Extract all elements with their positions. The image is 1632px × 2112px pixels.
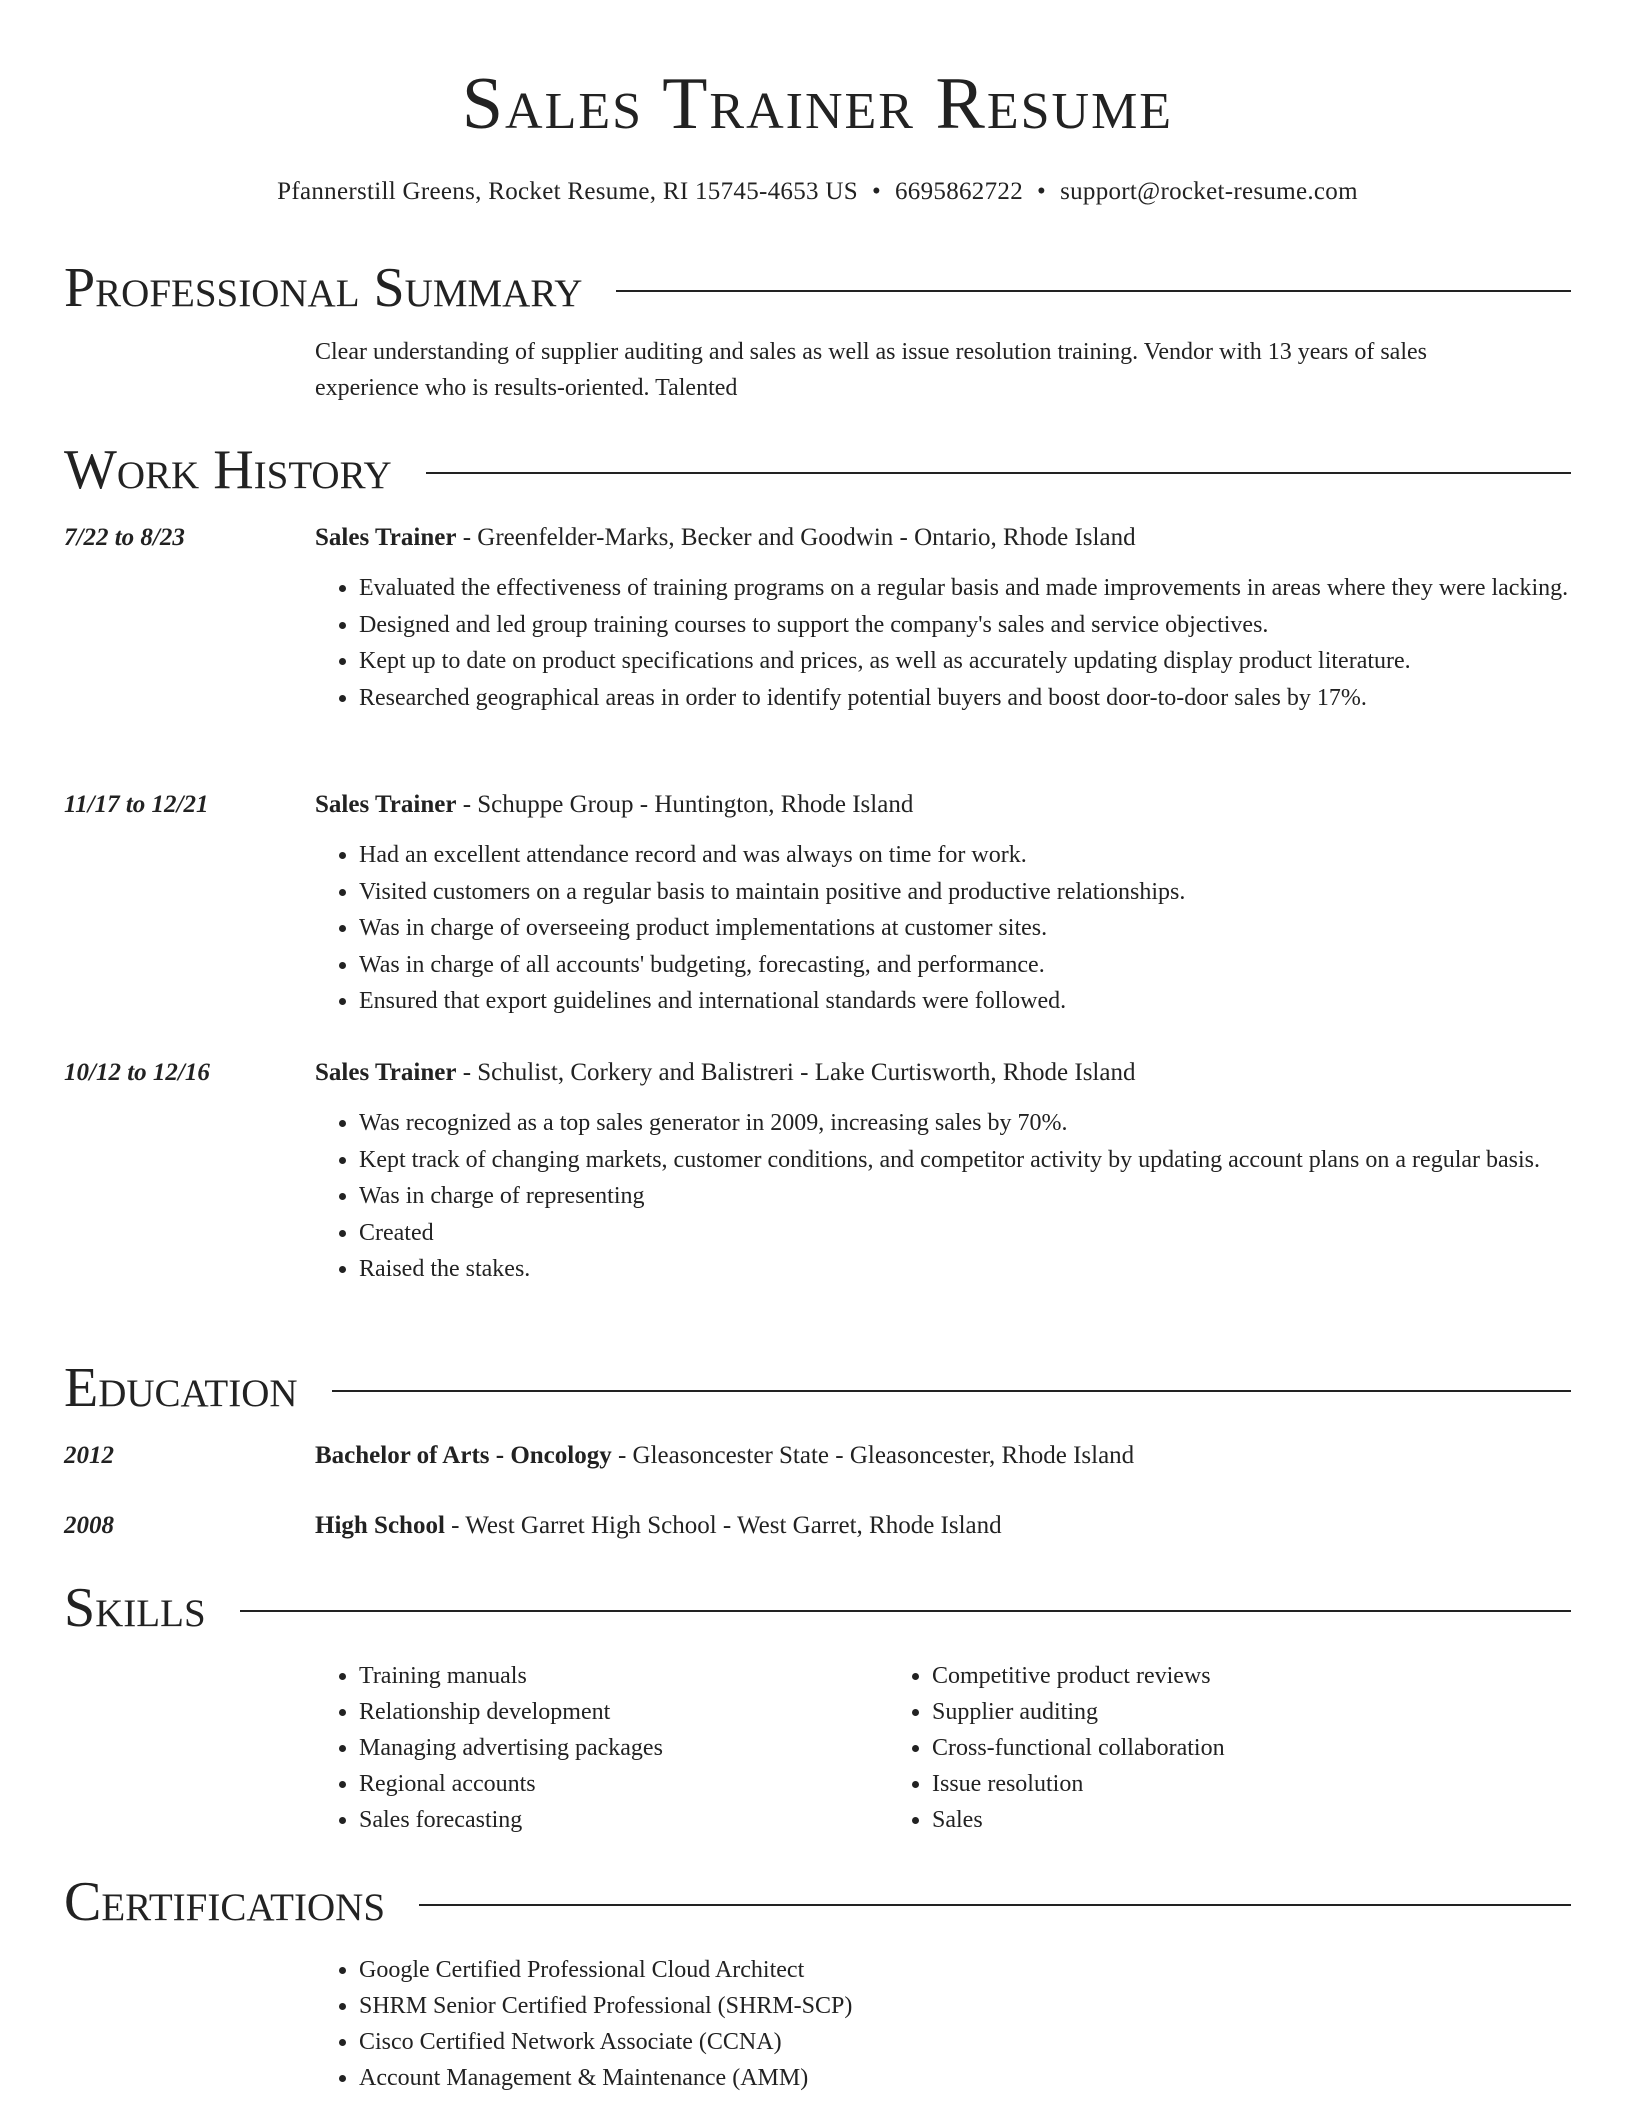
section-divider xyxy=(426,472,1571,474)
summary-section xyxy=(64,256,1571,406)
education-section xyxy=(64,1356,1571,1420)
degree: Bachelor of Arts - Oncology xyxy=(315,1442,612,1469)
list-item: • Account Management & Maintenance (AMM) xyxy=(359,2060,1571,2096)
contact-line xyxy=(64,176,1571,208)
work-history-section xyxy=(64,438,1571,502)
job-heading xyxy=(315,520,1571,556)
skills-list-left xyxy=(315,1658,888,1838)
skills-columns xyxy=(315,1658,1571,1838)
school-details: - Gleasoncester State - Gleasoncester, Rhode Island xyxy=(611,1442,1135,1469)
job-title: Sales Trainer xyxy=(315,791,457,818)
phone: 6695862722 xyxy=(895,178,1023,205)
job-heading xyxy=(315,1055,1571,1091)
list-item: • Cisco Certified Network Associate (CCNA) xyxy=(359,2024,1571,2060)
list-item: • Ensured that export guidelines and international standards were followed. xyxy=(359,983,1571,1020)
section-title: Professional Summary xyxy=(64,257,583,319)
list-item: • Evaluated the effectiveness of training programs on a regular basis and made improvements in areas where they were lacking. xyxy=(359,570,1571,607)
list-item: • Had an excellent attendance record and was always on time for work. xyxy=(359,837,1571,874)
section-header xyxy=(64,1356,1571,1420)
summary-text: Clear understanding of supplier auditing and sales as well as issue resolution training. Vendor with 13 years of sales experience who is results-oriented. Talented xyxy=(315,339,1427,401)
list-item: • Visited customers on a regular basis to maintain positive and productive relationships. xyxy=(359,874,1571,911)
section-title: Work History xyxy=(64,439,392,501)
education-year: 2012 xyxy=(64,1442,114,1469)
section-title: Certifications xyxy=(64,1871,386,1933)
job-dates: 11/17 to 12/21 xyxy=(64,791,209,818)
section-header xyxy=(64,256,1571,320)
certifications-list xyxy=(315,1952,1571,2096)
job-details: - Schuppe Group - Huntington, Rhode Island xyxy=(456,791,914,818)
resume-title: Sales Trainer Resume xyxy=(461,63,1174,145)
list-item: • Sales xyxy=(932,1802,1461,1838)
job-dates: 10/12 to 12/16 xyxy=(64,1059,210,1086)
section-divider xyxy=(332,1390,1571,1392)
job-bullets xyxy=(315,837,1571,1020)
list-item: • Was recognized as a top sales generator in 2009, increasing sales by 70%. xyxy=(359,1105,1571,1142)
list-item: • Training manuals xyxy=(359,1658,888,1694)
separator-dot: • xyxy=(1037,178,1047,205)
list-item: • Sales forecasting xyxy=(359,1802,888,1838)
job-bullets xyxy=(315,1105,1571,1288)
certifications-section xyxy=(64,1870,1571,2096)
list-item: • Issue resolution xyxy=(932,1766,1461,1802)
list-item: • Researched geographical areas in order to identify potential buyers and boost door-to-door sales by 17%. xyxy=(359,680,1571,717)
list-item: • Raised the stakes. xyxy=(359,1251,1571,1288)
job-heading xyxy=(315,787,1571,823)
job-entry xyxy=(64,787,1571,1020)
list-item: • Kept up to date on product specifications and prices, as well as accurately updating display product literature. xyxy=(359,643,1571,680)
list-item: • Kept track of changing markets, customer conditions, and competitor activity by updating account plans on a regular basis. xyxy=(359,1142,1571,1179)
job-entry xyxy=(64,520,1571,716)
section-header xyxy=(64,1870,1571,1934)
section-title: Skills xyxy=(64,1577,206,1639)
list-item: • Designed and led group training courses to support the company's sales and service objectives. xyxy=(359,607,1571,644)
job-dates: 7/22 to 8/23 xyxy=(64,524,185,551)
job-bullets xyxy=(315,570,1571,716)
list-item: • Relationship development xyxy=(359,1694,888,1730)
skills-list-right xyxy=(888,1658,1461,1838)
job-title: Sales Trainer xyxy=(315,1059,457,1086)
section-divider xyxy=(616,290,1571,292)
job-title: Sales Trainer xyxy=(315,524,457,551)
list-item: • Supplier auditing xyxy=(932,1694,1461,1730)
list-item: • Regional accounts xyxy=(359,1766,888,1802)
list-item: • SHRM Senior Certified Professional (SHRM-SCP) xyxy=(359,1988,1571,2024)
section-divider xyxy=(240,1610,1571,1612)
list-item: • Created xyxy=(359,1215,1571,1252)
job-details: - Greenfelder-Marks, Becker and Goodwin - Ontario, Rhode Island xyxy=(456,524,1136,551)
list-item: • Was in charge of representing xyxy=(359,1178,1571,1215)
separator-dot: • xyxy=(871,178,881,205)
education-entry xyxy=(64,1508,1571,1544)
education-entry xyxy=(64,1438,1571,1474)
list-item: • Google Certified Professional Cloud Architect xyxy=(359,1952,1571,1988)
section-header xyxy=(64,438,1571,502)
list-item: • Competitive product reviews xyxy=(932,1658,1461,1694)
email: support@rocket-resume.com xyxy=(1060,178,1358,205)
section-header xyxy=(64,1576,1571,1640)
job-entry xyxy=(64,1055,1571,1288)
school-details: - West Garret High School - West Garret, Rhode Island xyxy=(444,1512,1002,1539)
address: Pfannerstill Greens, Rocket Resume, RI 15745-4653 US xyxy=(277,178,858,205)
skills-section xyxy=(64,1576,1571,1838)
list-item: • Was in charge of all accounts' budgeting, forecasting, and performance. xyxy=(359,947,1571,984)
job-details: - Schulist, Corkery and Balistreri - Lake Curtisworth, Rhode Island xyxy=(456,1059,1136,1086)
degree: High School xyxy=(315,1512,445,1539)
list-item: • Was in charge of overseeing product implementations at customer sites. xyxy=(359,910,1571,947)
list-item: • Cross-functional collaboration xyxy=(932,1730,1461,1766)
list-item: • Managing advertising packages xyxy=(359,1730,888,1766)
section-divider xyxy=(419,1904,1571,1906)
section-title: Education xyxy=(64,1357,298,1419)
education-year: 2008 xyxy=(64,1512,114,1539)
